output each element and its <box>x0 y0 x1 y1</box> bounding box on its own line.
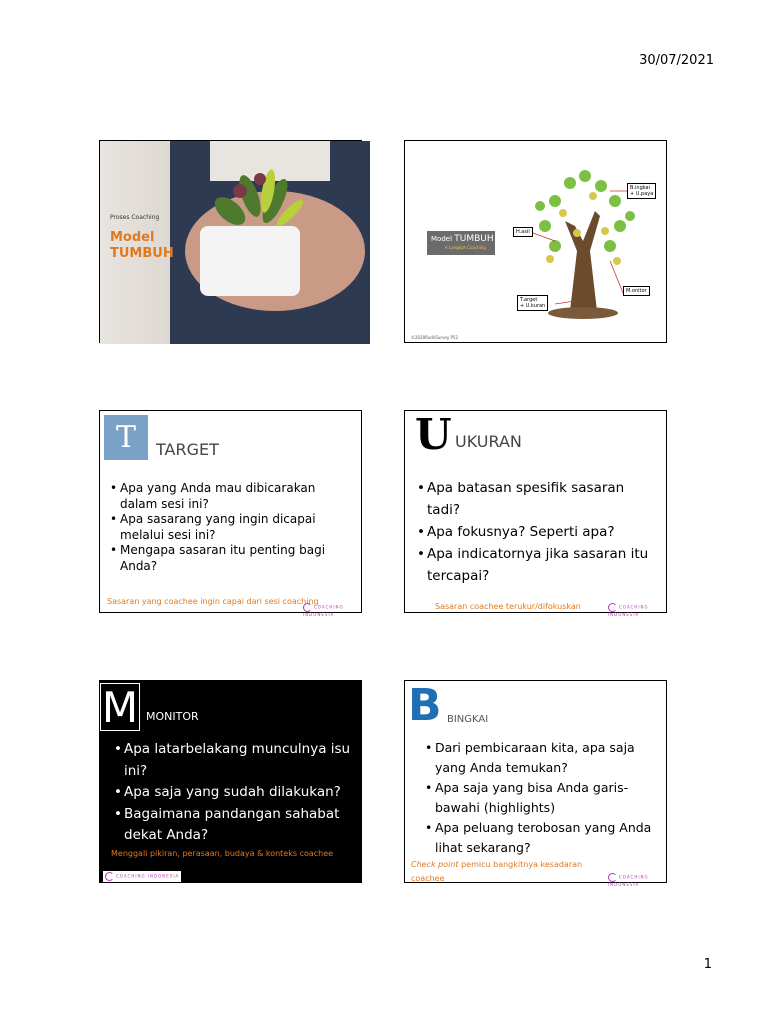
coaching-indonesia-logo: COACHING INDONESIA <box>608 874 649 887</box>
bullet-item: • Mengapa sasaran itu penting bagi Anda? <box>110 543 340 574</box>
slide-note: Sasaran yang coachee ingin capai dari sesi coaching <box>107 597 319 606</box>
model-box-title: TUMBUH <box>454 234 494 244</box>
logo-c-icon <box>608 873 617 882</box>
slide-ukuran <box>404 410 667 617</box>
logo-c-icon <box>105 872 114 881</box>
letter-b: B <box>408 680 442 731</box>
tag-hasil: H.asil <box>513 227 533 237</box>
slide-bingkai <box>404 680 667 887</box>
tag-target-ukuran: T.arget + U.kuran <box>517 295 548 311</box>
title-line-2: TUMBUH <box>110 246 174 261</box>
bullet-item: • Apa saja yang sudah dilakukan? <box>114 782 359 804</box>
note-line-2: coachee <box>411 874 445 883</box>
bingkai-bullets <box>425 738 665 858</box>
bullet-item: • Apa latarbelakang munculnya isu ini? <box>114 739 359 782</box>
slide-heading-target: TARGET <box>156 440 219 459</box>
bullet-item: • Apa saja yang bisa Anda garis-bawahi (highlights) <box>425 778 665 818</box>
target-bullets <box>110 481 340 574</box>
slide-kicker: Proses Coaching <box>110 214 160 221</box>
bullet-item: • Apa peluang terobosan yang Anda lihat sekarang? <box>425 818 665 858</box>
title-line-1: Model <box>110 230 155 245</box>
slide-note: Sasaran coachee terukur/difokuskan <box>435 602 581 611</box>
slide-target <box>99 410 362 617</box>
slide-heading-bingkai: BINGKAI <box>447 714 489 725</box>
monitor-bullets <box>114 739 359 847</box>
slide-heading-ukuran: UKURAN <box>455 432 522 451</box>
slide-note <box>411 858 582 886</box>
bullet-item: • Apa fokusnya? Seperti apa? <box>417 521 657 543</box>
slide-note: Menggali pikiran, perasaan, budaya & konteks coachee <box>111 849 334 858</box>
slide-title <box>110 230 174 262</box>
slide-heading-monitor: MONITOR <box>146 710 199 723</box>
model-box-prefix: Model <box>431 235 453 243</box>
coaching-indonesia-logo: COACHING INDONESIA <box>303 604 344 617</box>
copyright-text: ©2020Rudi/Survey P52 <box>411 335 458 340</box>
page-number: 1 <box>703 957 712 972</box>
tree-illustration <box>405 141 668 344</box>
slide-model-tumbuh-tree <box>404 140 667 343</box>
bullet-item: • Apa yang Anda mau dibicarakan dalam sesi ini? <box>110 481 340 512</box>
logo-c-icon <box>303 603 312 612</box>
bullet-item: • Bagaimana pandangan sahabat dekat Anda? <box>114 804 359 847</box>
letter-t-box: T <box>104 415 148 460</box>
bullet-item: • Apa batasan spesifik sasaran tadi? <box>417 477 657 521</box>
slide-model-tumbuh-cover <box>99 140 362 343</box>
note-rest: pemicu bangkitnya kesadaran <box>458 860 583 869</box>
logo-c-icon <box>608 603 617 612</box>
letter-u: U <box>415 410 452 459</box>
bullet-item: • Dari pembicaraan kita, apa saja yang Anda temukan? <box>425 738 665 778</box>
tag-bingkai-upaya: B.ingkai + U.paya <box>627 183 656 199</box>
note-italic: Check point <box>411 860 459 869</box>
model-box-subtitle: A Langkah Coaching <box>445 245 486 250</box>
bullet-item: • Apa indicatornya jika sasaran itu tercapai? <box>417 543 657 587</box>
tag-monitor: M.onitor <box>623 286 650 296</box>
letter-m-box: M <box>101 683 139 732</box>
slide-monitor <box>99 680 362 883</box>
coaching-indonesia-logo: COACHING INDONESIA <box>103 871 181 882</box>
document-date: 30/07/2021 <box>639 53 714 68</box>
coaching-indonesia-logo: COACHING INDONESIA <box>608 604 649 617</box>
ukuran-bullets <box>417 477 657 587</box>
bullet-item: • Apa sasarang yang ingin dicapai melalui sesi ini? <box>110 512 340 543</box>
